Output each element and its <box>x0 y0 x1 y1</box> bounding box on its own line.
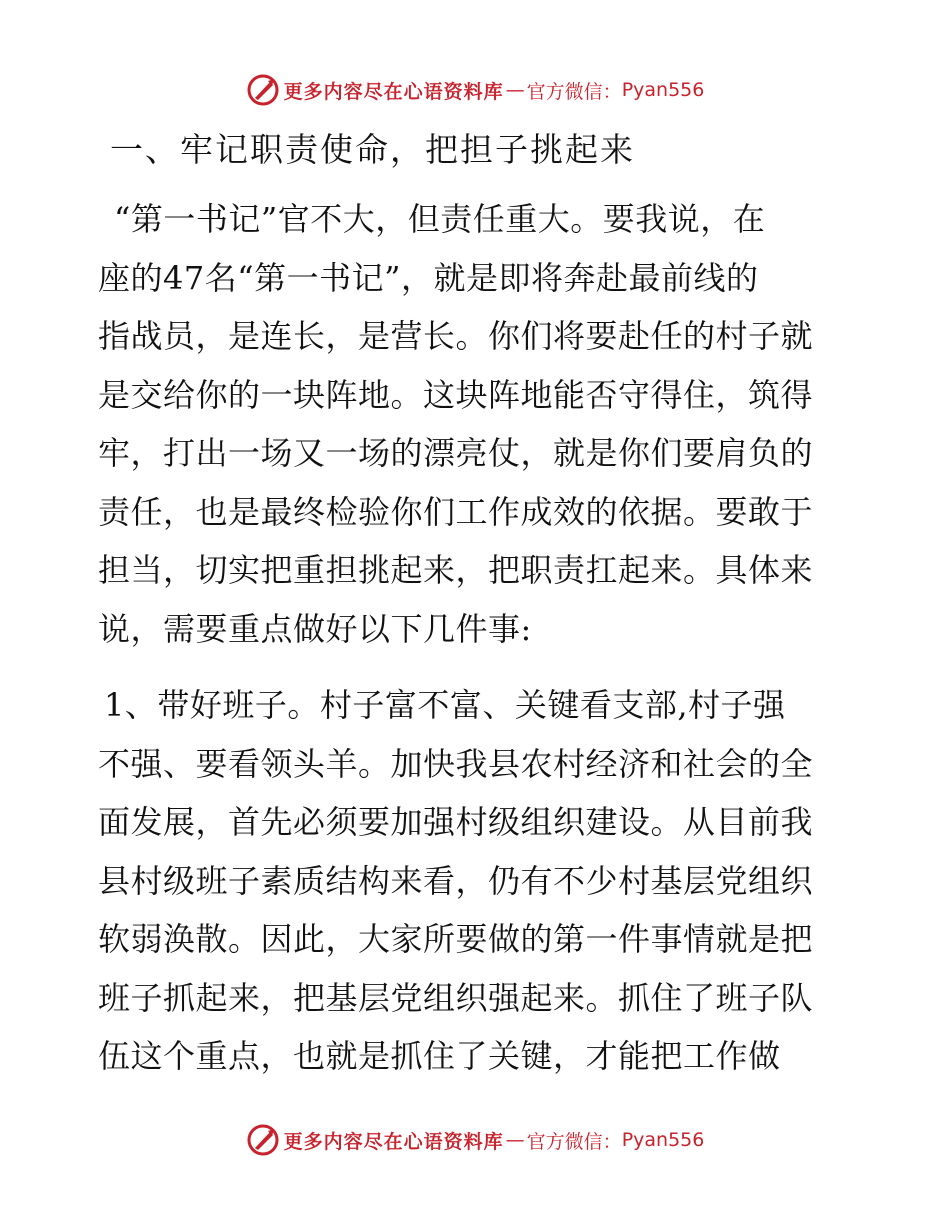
text-line: 1、带好班子。村子富不富、关键看支部,村子强 <box>104 686 786 724</box>
watermark-separator: — <box>505 79 525 101</box>
text-line: 说，需要重点做好以下几件事: <box>98 609 532 648</box>
text-line: 指战员，是连长，是营长。你们将要赴任的村子就 <box>98 317 814 355</box>
text-line: “第一书记”官不大，但责任重大。要我说，在 <box>114 200 766 238</box>
text-line: 伍这个重点，也就是抓住了关键，才能把工作做 <box>98 1037 781 1075</box>
watermark-banner-bottom <box>0 1120 950 1160</box>
watermark-wechat-label: 官方微信： <box>526 80 622 103</box>
paragraph-responsibility <box>98 190 858 658</box>
text-line: 软弱涣散。因此，大家所要做的第一件事情就是把 <box>98 920 814 958</box>
text-line: 担当，切实把重担挑起来，把职责扛起来。具体来 <box>98 551 814 589</box>
watermark-wechat-label: 官方微信： <box>526 1130 622 1153</box>
watermark-brand: 更多内容尽在心语资料库 <box>283 80 504 103</box>
text-line: 不强、要看领头羊。加快我县农村经济和社会的全 <box>98 744 814 783</box>
text-line: 县村级班子素质结构来看，仍有不少村基层党组织 <box>98 861 814 900</box>
watermark-wechat-id: Pyan556 <box>621 1129 705 1151</box>
text-line: 班子抓起来，把基层党组织强起来。抓住了班子队 <box>98 978 814 1017</box>
watermark-separator: — <box>505 1129 525 1151</box>
quill-logo-icon <box>246 73 280 107</box>
watermark-banner-top <box>0 70 950 110</box>
section-heading: 一、牢记职责使命，把担子挑起来 <box>110 130 635 169</box>
text-line: 责任，也是最终检验你们工作成效的依据。要敢于 <box>98 492 814 531</box>
text-line: 牢，打出一场又一场的漂亮仗，就是你们要肩负的 <box>98 434 814 472</box>
text-line: 座的47名“第一书记”，就是即将奔赴最前线的 <box>98 258 759 297</box>
watermark-brand: 更多内容尽在心语资料库 <box>283 1130 504 1153</box>
quill-logo-icon <box>246 1123 280 1157</box>
text-line: 是交给你的一块阵地。这块阵地能否守得住，筑得 <box>98 375 814 414</box>
text-line: 面发展，首先必须要加强村级组织建设。从目前我 <box>98 803 814 841</box>
paragraph-team <box>98 676 858 1086</box>
watermark-wechat-id: Pyan556 <box>621 79 705 101</box>
